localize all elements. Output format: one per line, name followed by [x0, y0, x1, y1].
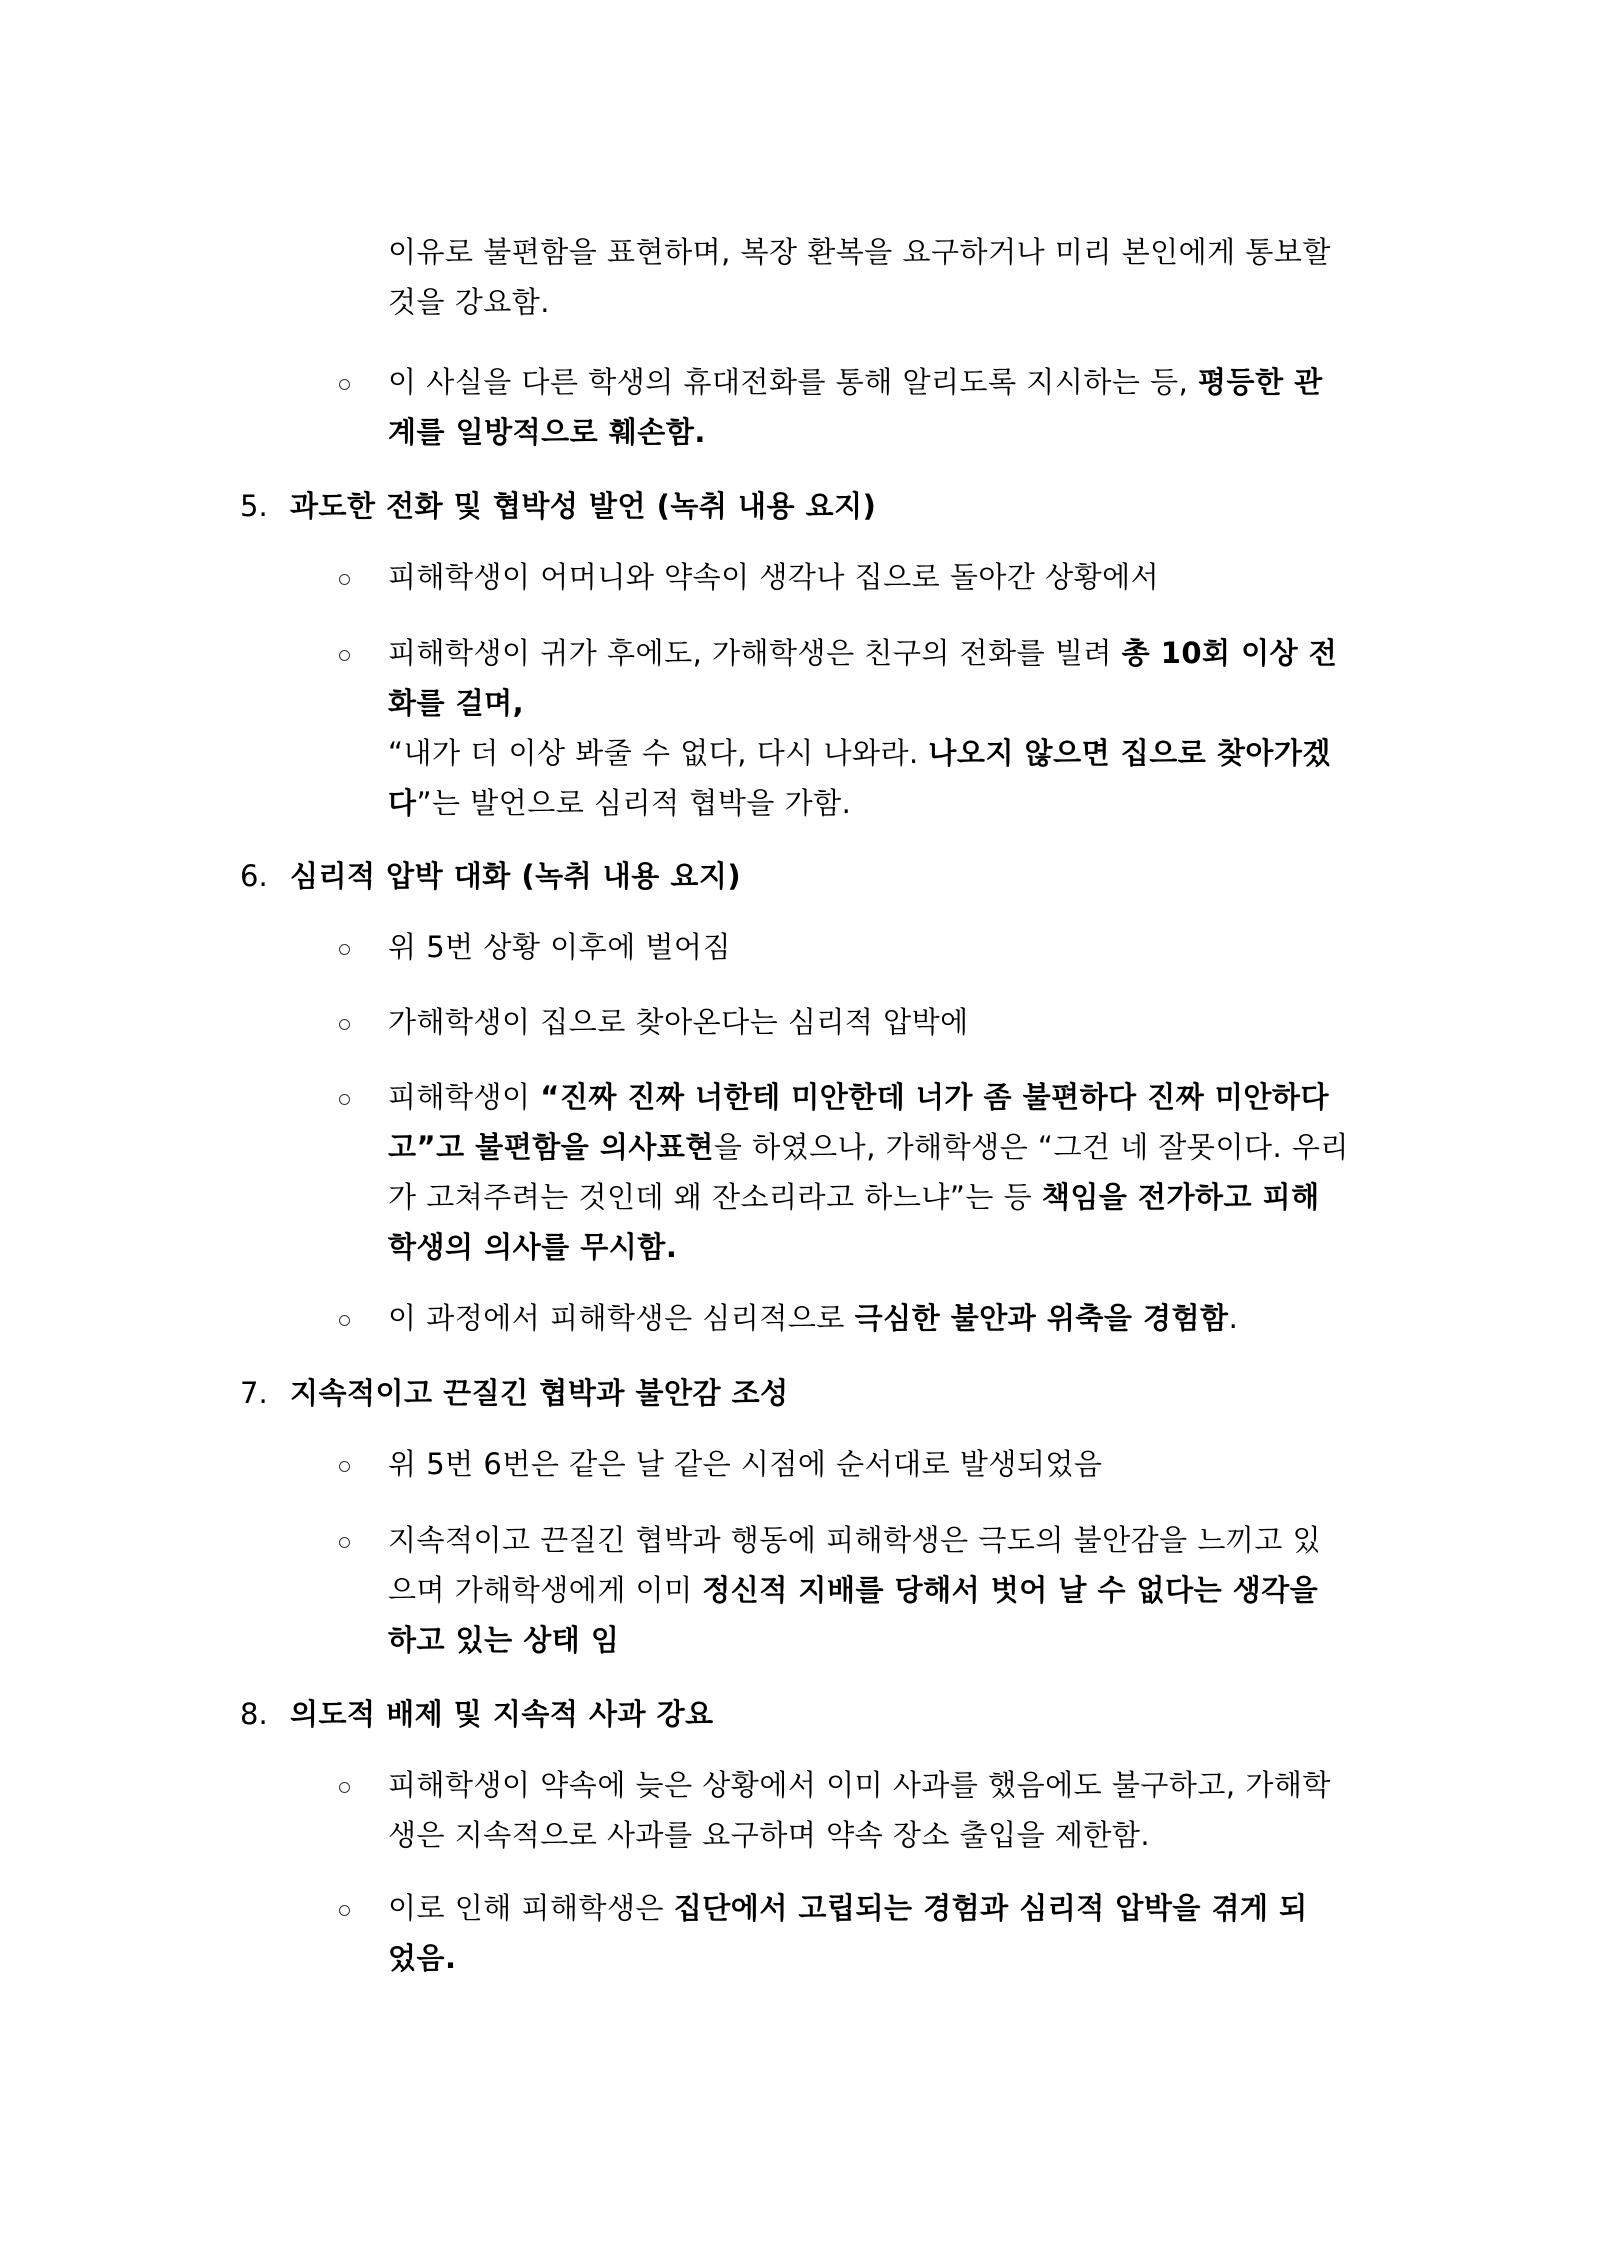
- section-7-bullet-2-line-1: 지속적이고 끈질긴 협박과 행동에 피해학생은 극도의 불안감을 느끼고 있: [388, 1523, 1322, 1557]
- bullet-icon: [339, 1905, 350, 1916]
- plain-text: ”는 발언으로 심리적 협박을 가함.: [416, 786, 852, 820]
- bold-text: 책임을 전가하고 피해: [1041, 1180, 1320, 1214]
- section-7-bullet-2-line-2: [388, 1570, 1318, 1610]
- bullet-icon: [339, 1094, 350, 1105]
- continuation-line-1: 이유로 불편함을 표현하며, 복장 환복을 요구하거나 미리 본인에게 통보할: [388, 235, 1331, 269]
- bullet-icon: [339, 1782, 350, 1793]
- section-6-bullet-1: 위 5번 상황 이후에 벌어짐: [388, 930, 731, 964]
- prev-bullet-line-1: [388, 362, 1323, 402]
- bold-text: 총 10회 이상 전: [1121, 636, 1338, 670]
- bold-text: “진짜 진짜 너한테 미안한데 너가 좀 불편하다 진짜 미안하다: [540, 1080, 1329, 1114]
- bold-text: 평등한 관: [1198, 365, 1323, 399]
- section-6-bullet-3-line-4: 학생의 의사를 무시함.: [388, 1230, 678, 1264]
- section-7-number: 7.: [240, 1376, 268, 1410]
- bold-text: 집단에서 고립되는 경험과 심리적 압박을 겪게 되: [673, 1891, 1308, 1925]
- section-7-title: 지속적이고 끈질긴 협박과 불안감 조성: [290, 1376, 789, 1410]
- plain-text: 을 하였으나, 가해학생은 “그건 네 잘못이다. 우리: [713, 1130, 1349, 1164]
- plain-text: .: [1228, 1301, 1239, 1335]
- section-8-title: 의도적 배제 및 지속적 사과 강요: [290, 1697, 714, 1731]
- plain-text: 피해학생이: [388, 1080, 541, 1114]
- section-8-bullet-2-line-1: [388, 1888, 1308, 1928]
- section-6-bullet-3-line-1: [388, 1077, 1329, 1117]
- plain-text: 이 과정에서 피해학생은 심리적으로: [388, 1301, 855, 1335]
- section-5-title: 과도한 전화 및 협박성 발언 (녹취 내용 요지): [290, 489, 877, 523]
- bullet-icon: [339, 1315, 350, 1326]
- section-6-bullet-2: 가해학생이 집으로 찾아온다는 심리적 압박에: [388, 1005, 969, 1039]
- section-5-bullet-2-line-3: [388, 733, 1331, 773]
- plain-text: 으며 가해학생에게 이미: [388, 1573, 703, 1607]
- section-8-bullet-2-line-2: 었음.: [388, 1941, 457, 1975]
- section-5-number: 5.: [240, 489, 268, 523]
- section-6-title: 심리적 압박 대화 (녹취 내용 요지): [290, 859, 742, 893]
- bold-text: 극심한 불안과 위축을 경험함: [854, 1301, 1229, 1335]
- section-5-bullet-2-line-1: [388, 633, 1337, 673]
- section-8-bullet-1-line-2: 생은 지속적으로 사과를 요구하며 약속 장소 출입을 제한함.: [388, 1818, 1151, 1852]
- bold-text: 나오지 않으면 집으로 찾아가겠: [928, 736, 1331, 770]
- section-8-bullet-1-line-1: 피해학생이 약속에 늦은 상황에서 이미 사과를 했음에도 불구하고, 가해학: [388, 1768, 1331, 1802]
- plain-text: 이 사실을 다른 학생의 휴대전화를 통해 알리도록 지시하는 등,: [388, 365, 1199, 399]
- bullet-icon: [339, 1537, 350, 1548]
- section-5-bullet-1: 피해학생이 어머니와 약속이 생각나 집으로 돌아간 상황에서: [388, 560, 1160, 594]
- bullet-icon: [339, 650, 350, 661]
- section-6-bullet-3-line-2: [388, 1127, 1349, 1167]
- section-7-bullet-1: 위 5번 6번은 같은 날 같은 시점에 순서대로 발생되었음: [388, 1447, 1103, 1481]
- section-5-bullet-2-line-2: 화를 걸며,: [388, 686, 525, 720]
- bold-text: 정신적 지배를 당해서 벗어 날 수 없다는 생각을: [702, 1573, 1319, 1607]
- bullet-icon: [339, 574, 350, 585]
- bold-text: 다: [388, 786, 417, 820]
- plain-text: 피해학생이 귀가 후에도, 가해학생은 친구의 전화를 빌려: [388, 636, 1122, 670]
- section-6-bullet-4: [388, 1298, 1238, 1338]
- bullet-icon: [339, 944, 350, 955]
- section-8-number: 8.: [240, 1697, 268, 1731]
- plain-text: 이로 인해 피해학생은: [388, 1891, 674, 1925]
- bold-text: 고”고 불편함을 의사표현: [388, 1130, 714, 1164]
- plain-text: 가 고쳐주려는 것인데 왜 잔소리라고 하느냐”는 등: [388, 1180, 1042, 1214]
- bullet-icon: [339, 379, 350, 390]
- bullet-icon: [339, 1461, 350, 1472]
- continuation-line-2: 것을 강요함.: [388, 285, 551, 319]
- section-6-bullet-3-line-3: [388, 1177, 1320, 1217]
- plain-text: “내가 더 이상 봐줄 수 없다, 다시 나와라.: [388, 736, 929, 770]
- section-7-bullet-2-line-3: 하고 있는 상태 임: [388, 1623, 620, 1657]
- section-5-bullet-2-line-4: [388, 783, 851, 823]
- section-6-number: 6.: [240, 859, 268, 893]
- prev-bullet-line-2: 계를 일방적으로 훼손함.: [388, 415, 706, 449]
- bullet-icon: [339, 1019, 350, 1030]
